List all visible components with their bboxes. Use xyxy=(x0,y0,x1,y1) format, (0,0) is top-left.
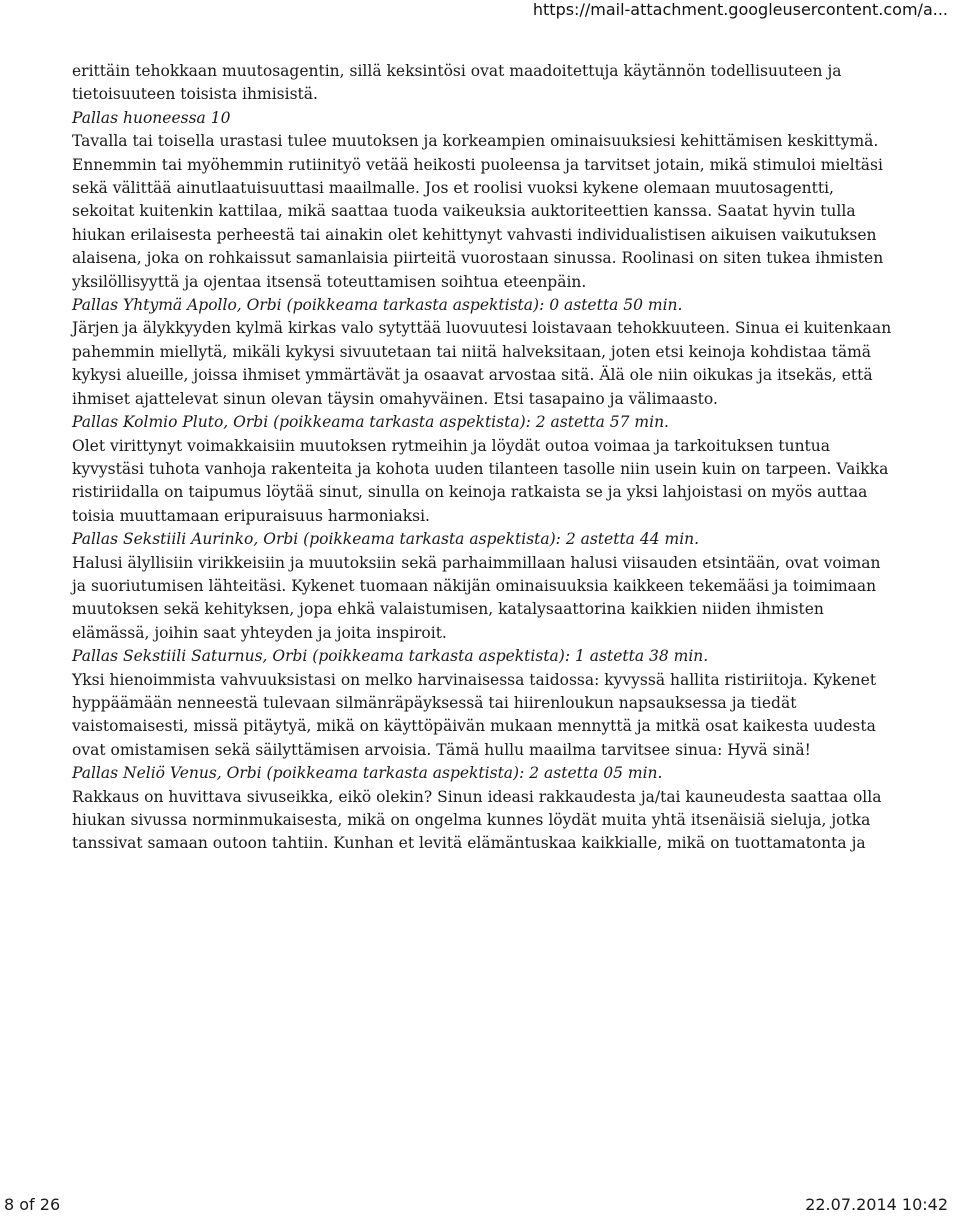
intro-paragraph: erittäin tehokkaan muutosagentin, sillä keksintösi ovat maadoitettuja käytännön todellisuuteen ja tietoisuuteen toisista ihmisistä. xyxy=(72,62,842,104)
section-pallas-conjunct-apollo xyxy=(72,294,892,411)
section-heading: Pallas Kolmio Pluto, Orbi (poikkeama tarkasta aspektista): 2 astetta 57 min. xyxy=(72,413,669,432)
section-paragraph: Tavalla tai toisella urastasi tulee muutoksen ja korkeampien ominaisuuksiesi kehittämisen keskittymä. Ennemmin tai myöhemmin rutiinityö vetää heikosti puoleensa ja tarvitset jotain, mikä stimuloi mieltäsi sekä välittää ainutlaatuisuuttasi maailmalle. Jos et roolisi vuoksi kykene olemaan muutosagentti, sekoitat kuitenkin kattilaa, mikä saattaa tuoda vaikeuksia auktoriteettien kanssa. Saatat hyvin tulla hiukan erilaisesta perheestä tai ainakin olet kehittynyt vahvasti individualistisen aikuisen vaikutuksen alaisena, joka on rohkaissut samanlaisia piirteitä vuorostaan sinussa. Roolinasi on siten tukea ihmisten yksilöllisyyttä ja ojentaa itsensä toteuttamisen soihtua eteenpäin. xyxy=(72,132,884,291)
section-paragraph: Yksi hienoimmista vahvuuksistasi on melko harvinaisessa taidossa: kyvyssä hallita ristiriitoja. Kykenet hyppäämään nenneestä tulevaan silmänräpäyksessä tai hiirenloukun napsauksessa ja tiedät vaistomaisesti, missä pitäytyä, mikä on käyttöpäivän mukaan mennyttä ja mitkä osat kaikesta uudesta ovat omistamisen sekä säilyttämisen arvoisia. Tämä hullu maailma tarvitsee sinua: Hyvä sinä! xyxy=(72,670,877,759)
section-paragraph: Rakkaus on huvittava sivuseikka, eikö olekin? Sinun ideasi rakkaudesta ja/tai kauneudesta saattaa olla hiukan sivussa norminmukaisesta, mikä on ongelma kunnes löydät muita yhtä itsenäisiä sieluja, jotka tanssivat samaan outoon tahtiin. Kunhan et levitä elämäntuskaa kaikkialle, mikä on tuottamatonta ja xyxy=(72,787,882,853)
section-heading: Pallas Sekstiili Aurinko, Orbi (poikkeama tarkasta aspektista): 2 astetta 44 min. xyxy=(72,530,700,549)
section-heading: Pallas huoneessa 10 xyxy=(72,108,231,127)
print-datetime: 22.07.2014 10:42 xyxy=(805,1195,948,1214)
section-pallas-house-10 xyxy=(72,107,892,294)
section-paragraph: Halusi älyllisiin virikkeisiin ja muutoksiin sekä parhaimmillaan halusi viisauden etsintään, ovat voiman ja suoriutumisen lähteitäsi. Kykenet tuomaan näkijän ominaisuuksia kaikkeen tekemääsi ja toimimaan muutoksen sekä kehityksen, jopa ehkä valaistumisen, katalysaattorina kaikkien niiden ihmisten elämässä, joihin saat yhteyden ja joita inspiroit. xyxy=(72,553,881,642)
document-body xyxy=(72,60,892,856)
section-pallas-square-venus xyxy=(72,762,892,856)
section-heading: Pallas Yhtymä Apollo, Orbi (poikkeama tarkasta aspektista): 0 astetta 50 min. xyxy=(72,296,683,315)
page-number: 8 of 26 xyxy=(4,1195,61,1214)
page-url-header: https://mail-attachment.googleusercontent.com/a... xyxy=(532,0,948,19)
section-pallas-sextile-saturn xyxy=(72,645,892,762)
section-pallas-trine-pluto xyxy=(72,411,892,528)
section-paragraph: Olet virittynyt voimakkaisiin muutoksen rytmeihin ja löydät outoa voimaa ja tarkoituksen tuntua kyvystäsi tuhota vanhoja rakenteita ja kohota uuden tilanteen tasolle niin usein kuin on tarpeen. Vaikka ristiriidalla on taipumus löytää sinut, sinulla on keinoja ratkaista se ja yksi lahjoistasi on myös auttaa toisia muuttamaan eripuraisuus harmoniaksi. xyxy=(72,436,889,525)
section-heading: Pallas Sekstiili Saturnus, Orbi (poikkeama tarkasta aspektista): 1 astetta 38 min. xyxy=(72,647,709,666)
section-pallas-sextile-sun xyxy=(72,528,892,645)
section-paragraph: Järjen ja älykkyyden kylmä kirkas valo sytyttää luovuutesi loistavaan tehokkuuteen. Sinua ei kuitenkaan pahemmin miellytä, mikäli kykysi sivuutetaan tai niitä halveksitaan, joten etsi keinoja kohdistaa tämä kykysi alueille, joissa ihmiset ymmärtävät ja osaavat arvostaa sitä. Älä ole niin oikukas ja itsekäs, että ihmiset ajattelevat sinun olevan täysin omahyväinen. Etsi tasapaino ja välimaasto. xyxy=(72,319,892,408)
section-heading: Pallas Neliö Venus, Orbi (poikkeama tarkasta aspektista): 2 astetta 05 min. xyxy=(72,764,663,783)
